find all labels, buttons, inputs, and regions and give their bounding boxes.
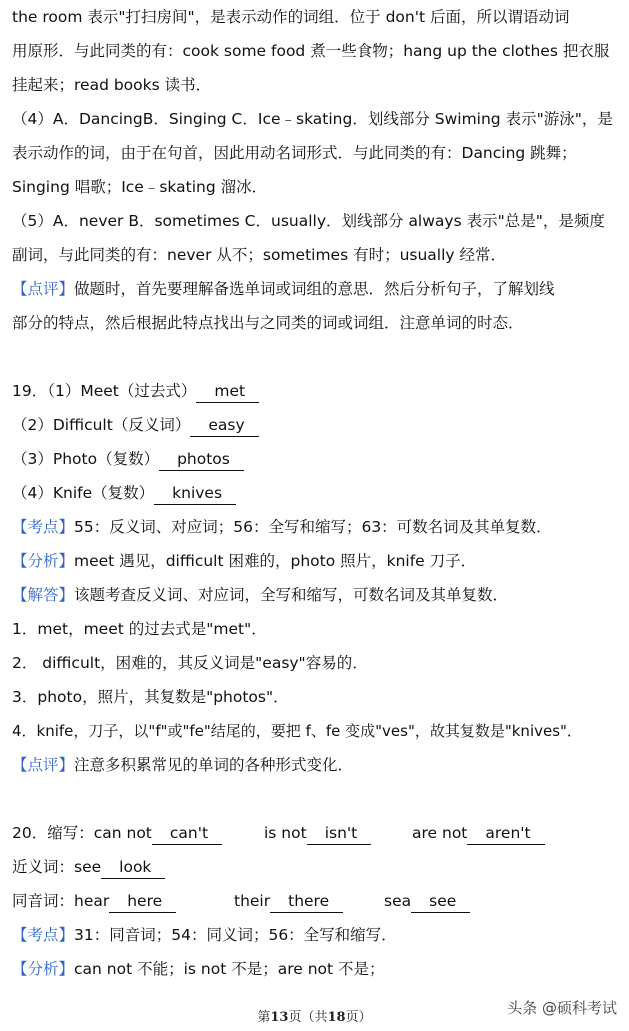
fenxi-tag: 【分析】 xyxy=(12,552,75,570)
q19-prompt: （3）Photo（复数） xyxy=(12,450,160,468)
review-line xyxy=(12,272,619,306)
footer-text: 页（共 xyxy=(288,1010,328,1025)
q20-prompt: sea xyxy=(384,892,412,910)
q19-prompt: （4）Knife（复数） xyxy=(12,484,155,502)
current-page: 13 xyxy=(270,1010,289,1025)
jieda-text: 该题考查反义词、对应词，全写和缩写，可数名词及其单复数． xyxy=(74,586,509,604)
kaodian-text: 31：同音词；54：同义词；56：全写和缩写． xyxy=(74,926,397,944)
fenxi-line xyxy=(12,544,619,578)
kaodian-tag: 【考点】 xyxy=(12,926,75,944)
kaodian-text: 55：反义词、对应词；56：全写和缩写；63：可数名词及其单复数． xyxy=(74,518,552,536)
q19-item xyxy=(12,374,619,408)
q20-item xyxy=(412,816,545,850)
text-line: 部分的特点，然后根据此特点找出与之同类的词或词组．注意单词的时态． xyxy=(12,314,524,332)
q19-item xyxy=(12,442,619,476)
q20-prompt: their xyxy=(234,892,271,910)
fenxi-text: can not 不能；is not 不是；are not 不是； xyxy=(74,960,385,978)
q20-prompt: 20．缩写：can not xyxy=(12,824,152,842)
q20-prompt: are not xyxy=(412,824,468,842)
q19-item xyxy=(12,476,619,510)
text-line: 表示动作的词，由于在句首，因此用动名词形式．与此同类的有：Dancing 跳舞； xyxy=(12,144,577,162)
q20-abbrev-row xyxy=(12,816,619,850)
q20-item xyxy=(384,884,470,918)
q20-item xyxy=(234,884,384,918)
text-line: （5）A．never B．sometimes C．usually．划线部分 always 表示"总是"，是频度 xyxy=(12,212,605,230)
answer-blank: isn't xyxy=(307,822,372,845)
q20-prompt: 近义词：see xyxy=(12,858,102,876)
text-line: 副词，与此同类的有：never 从不；sometimes 有时；usually 经常． xyxy=(12,246,507,264)
fenxi-line xyxy=(12,952,619,986)
answer-blank: can't xyxy=(152,822,222,845)
review-tag: 【点评】 xyxy=(12,280,75,298)
dianping-tag: 【点评】 xyxy=(12,756,75,774)
fenxi-tag: 【分析】 xyxy=(12,960,75,978)
jieda-tag: 【解答】 xyxy=(12,586,75,604)
dianping-line xyxy=(12,748,619,782)
text-line: the room 表示"打扫房间"，是表示动作的词组．位于 don't 后面，所以谓语动词 xyxy=(12,8,570,26)
text-line: 2． difficult，困难的，其反义词是"easy"容易的． xyxy=(12,654,368,672)
q19-prompt: （2）Difficult（反义词） xyxy=(12,416,191,434)
q20-prompt: is not xyxy=(264,824,307,842)
answer-blank: met xyxy=(196,380,259,403)
kaodian-tag: 【考点】 xyxy=(12,518,75,536)
text-line: 3．photo，照片，其复数是"photos"． xyxy=(12,688,289,706)
q19-prompt: 19．（1）Meet（过去式） xyxy=(12,382,197,400)
answer-blank: there xyxy=(270,890,343,913)
text-line: Singing 唱歌；Ice﹣skating 溜冰． xyxy=(12,178,268,196)
q20-item xyxy=(12,816,264,850)
answer-blank: here xyxy=(109,890,176,913)
q20-item xyxy=(264,816,412,850)
footer-text: 第 xyxy=(257,1010,271,1025)
dianping-text: 注意多积累常见的单词的各种形式变化． xyxy=(74,756,354,774)
q19-item xyxy=(12,408,619,442)
text-line: 挂起来；read books 读书． xyxy=(12,76,212,94)
text-line: 1．met，meet 的过去式是"met"． xyxy=(12,620,267,638)
jieda-line xyxy=(12,578,619,612)
text-line: 用原形．与此同类的有：cook some food 煮一些食物；hang up the clothes 把衣服 xyxy=(12,42,610,60)
answer-blank: see xyxy=(411,890,470,913)
kaodian-line xyxy=(12,918,619,952)
text-line: 4．knife，刀子，以"f"或"fe"结尾的，要把 f、fe 变成"ves"，故其复数是"knives"． xyxy=(12,722,582,740)
review-text: 做题时，首先要理解备选单词或词组的意思．然后分析句子，了解划线 xyxy=(74,280,555,298)
answer-blank: photos xyxy=(159,448,244,471)
answer-blank: look xyxy=(101,856,165,879)
answer-blank: easy xyxy=(190,414,258,437)
answer-blank: knives xyxy=(154,482,236,505)
q20-homophone-row xyxy=(12,884,619,918)
answer-blank: aren't xyxy=(467,822,544,845)
q20-item xyxy=(12,884,234,918)
watermark: 头条 @硕科考试 xyxy=(507,999,617,1017)
q20-synonym-row xyxy=(12,850,619,884)
q20-prompt: 同音词：hear xyxy=(12,892,110,910)
kaodian-line xyxy=(12,510,619,544)
footer-text: 页） xyxy=(345,1010,372,1025)
fenxi-text: meet 遇见，difficult 困难的，photo 照片，knife 刀子． xyxy=(74,552,477,570)
text-line: （4）A．DancingB．Singing C．Ice﹣skating．划线部分 Swiming 表示"游泳"，是 xyxy=(12,110,613,128)
total-pages: 18 xyxy=(327,1010,346,1025)
